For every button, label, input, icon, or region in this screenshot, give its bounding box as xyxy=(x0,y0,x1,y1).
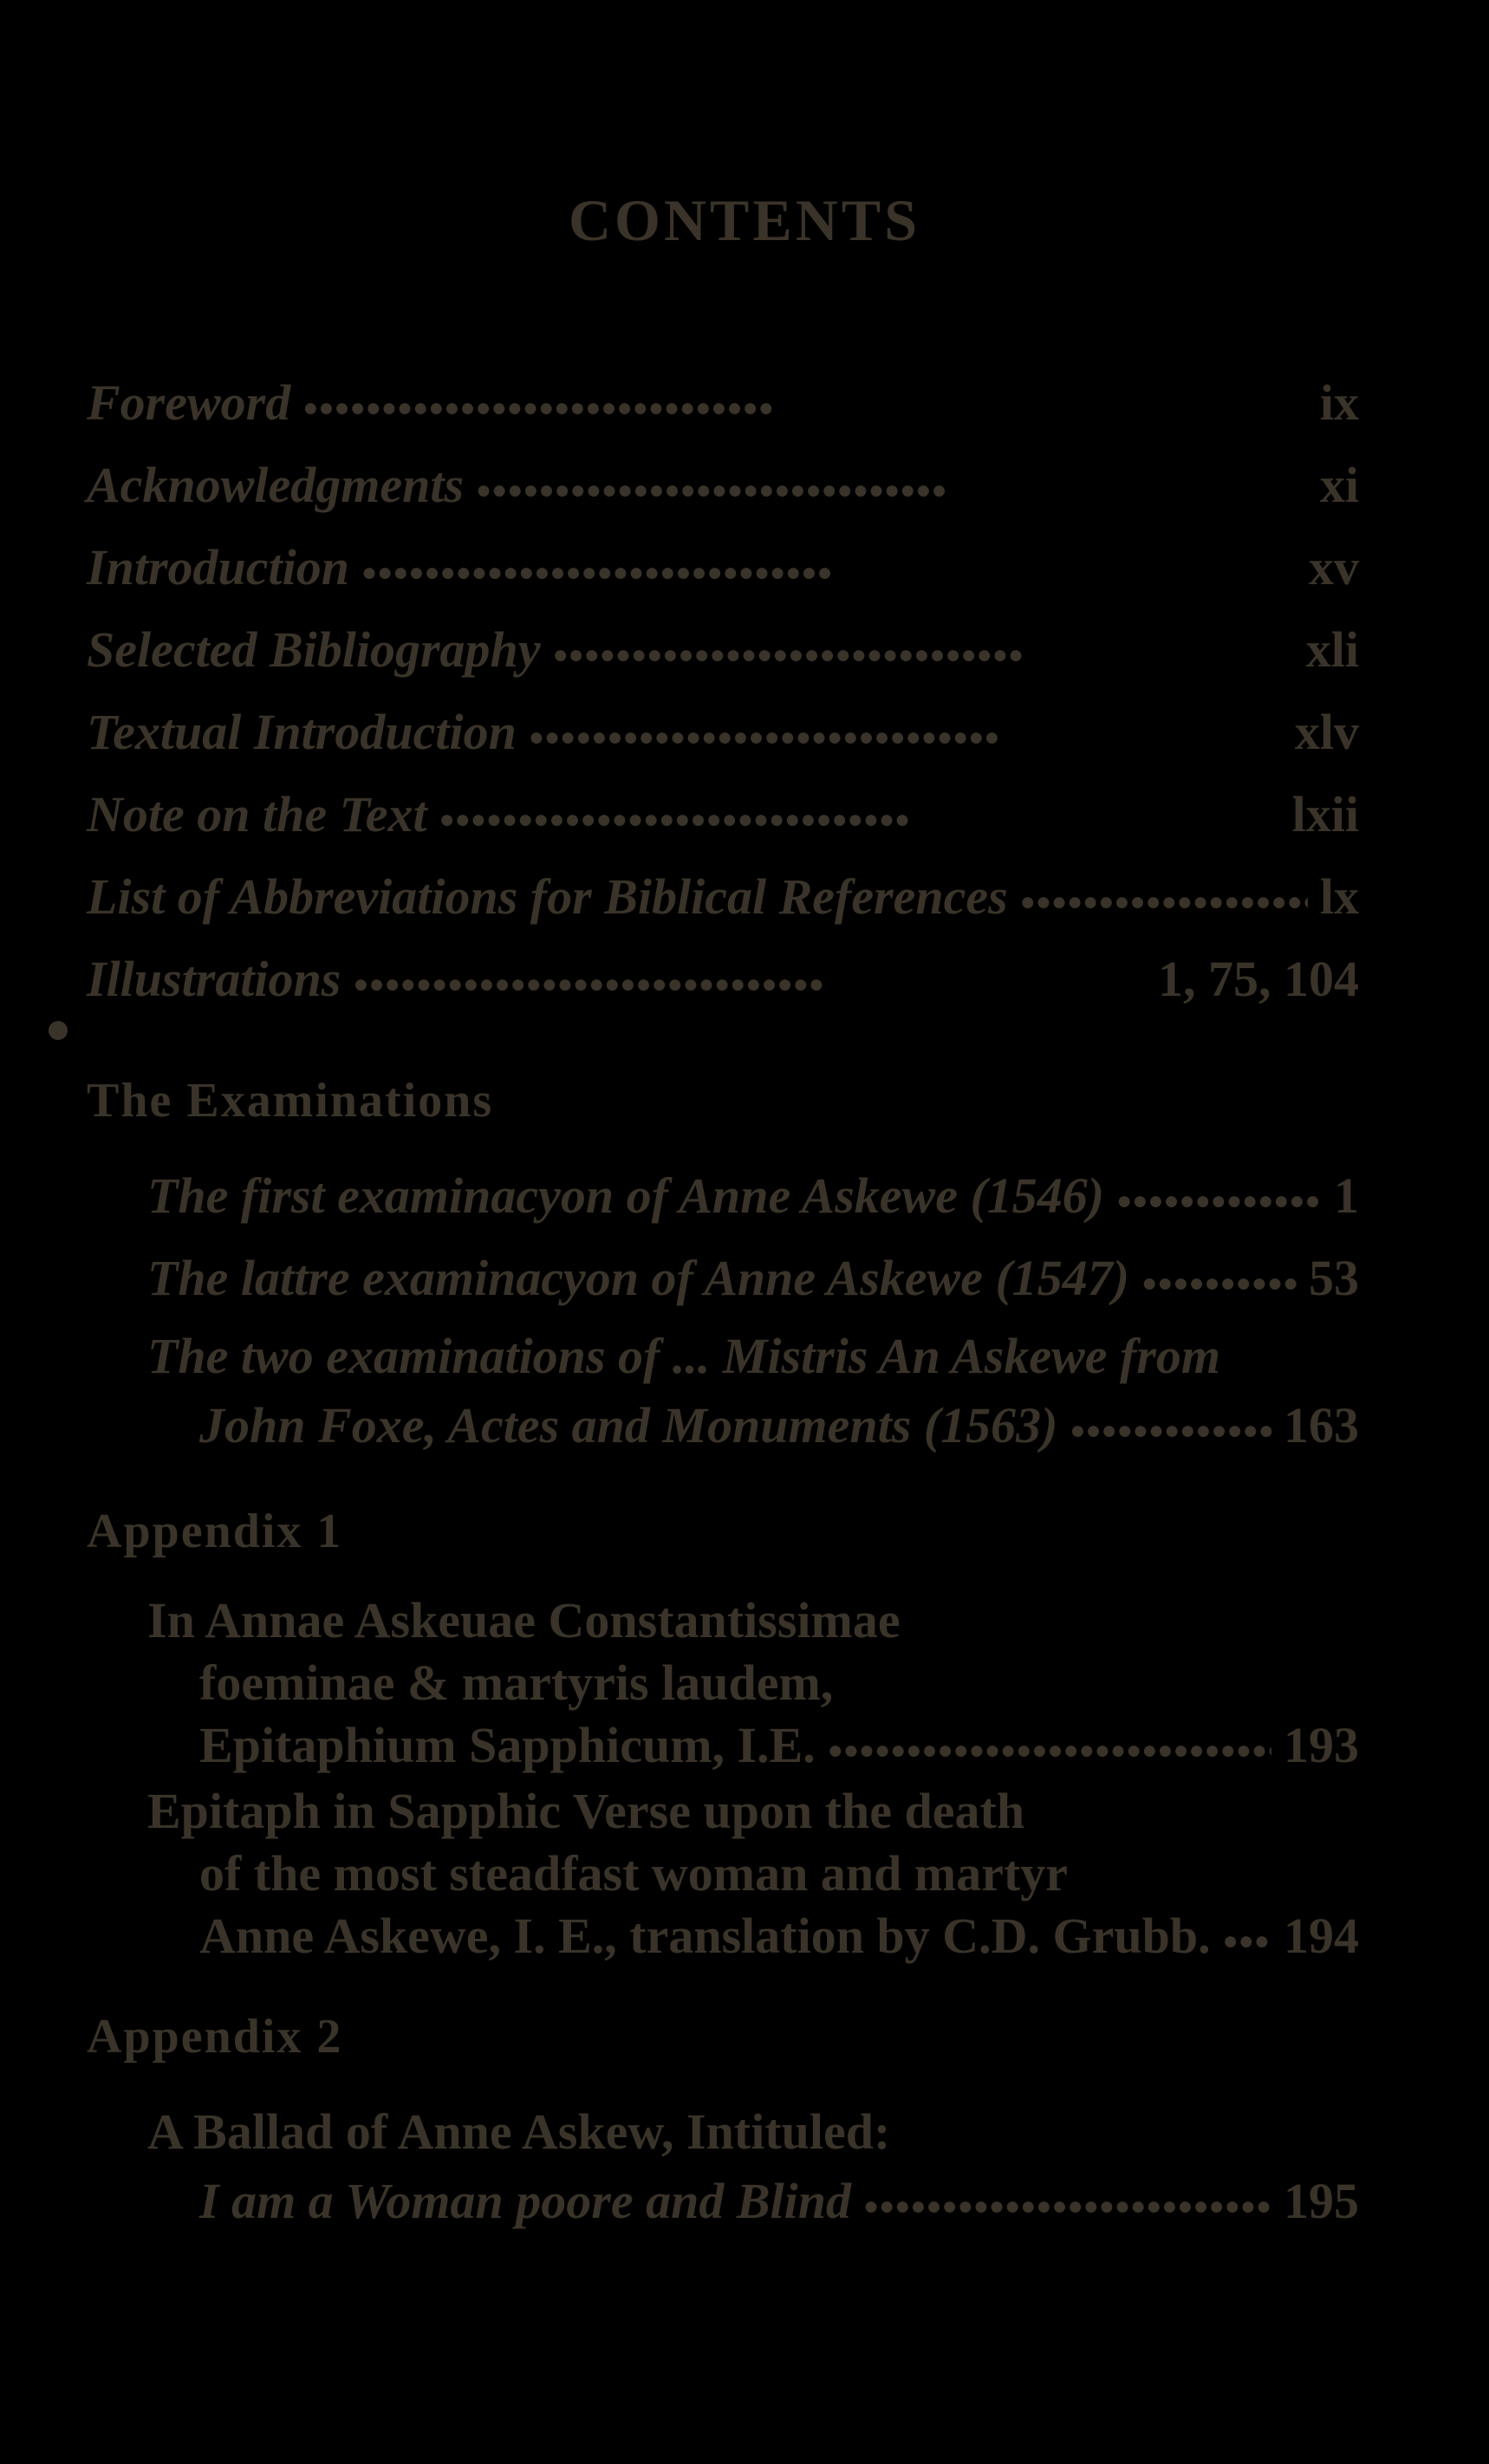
dot-leader xyxy=(1020,867,1308,933)
page-title: CONTENTS xyxy=(568,187,921,253)
toc-entry-textual-introduction[interactable] xyxy=(87,702,1359,768)
dot-leader xyxy=(476,455,1308,521)
toc-entry-label: Anne Askewe, I. E., translation by C.D. Grubb. xyxy=(199,1908,1211,1964)
toc-entry-latter-examination[interactable] xyxy=(147,1248,1359,1314)
toc-entry-foreword[interactable] xyxy=(87,373,1359,439)
toc-entry-page: 193 xyxy=(1284,1717,1359,1773)
toc-entry-line xyxy=(147,2171,1359,2237)
toc-entry-label: Textual Introduction xyxy=(87,704,517,760)
dot-leader xyxy=(302,373,1308,439)
toc-entry-line xyxy=(147,1326,1359,1387)
toc-entry-label: I am a Woman poore and Blind xyxy=(199,2173,852,2229)
toc-entry-label: of the most steadfast woman and martyr xyxy=(199,1845,1069,1902)
dot-leader xyxy=(529,702,1283,768)
toc-entry-epitaphium-latin[interactable] xyxy=(147,1590,1359,1781)
toc-entry-bibliography[interactable] xyxy=(87,620,1359,686)
toc-entry-line xyxy=(147,2102,1359,2162)
toc-entry-note-on-text[interactable] xyxy=(87,784,1359,850)
toc-entry-label: foeminae & martyris laudem, xyxy=(199,1655,834,1711)
toc-entry-label: List of Abbreviations for Biblical References xyxy=(87,868,1008,925)
section-heading-appendix-1: Appendix 1 xyxy=(87,1505,343,1558)
dot-leader xyxy=(553,620,1294,686)
toc-entry-page: 1 xyxy=(1334,1167,1359,1224)
toc-entry-epitaph-translation[interactable] xyxy=(147,1781,1359,1972)
toc-entry-label: The first examinacyon of Anne Askewe (1546) xyxy=(147,1167,1105,1224)
toc-entry-label: Introduction xyxy=(87,539,349,595)
toc-entry-label: John Foxe, Actes and Monuments (1563) xyxy=(199,1397,1058,1453)
toc-entry-acknowledgments[interactable] xyxy=(87,455,1359,521)
toc-entry-page: ix xyxy=(1319,374,1359,431)
toc-entry-label: Epitaphium Sapphicum, I.E. xyxy=(199,1717,816,1773)
toc-entry-label: Illustrations xyxy=(87,951,341,1007)
toc-entry-line xyxy=(147,1715,1359,1781)
toc-entry-label: Note on the Text xyxy=(87,786,427,842)
toc-entry-label: A Ballad of Anne Askew, Intituled: xyxy=(147,2103,891,2160)
toc-entry-label: Epitaph in Sapphic Verse upon the death xyxy=(147,1783,1025,1839)
toc-entry-line xyxy=(147,1590,1359,1651)
dot-leader xyxy=(863,2171,1271,2237)
section-heading-examinations: The Examinations xyxy=(87,1074,494,1128)
dot-leader xyxy=(1116,1166,1322,1232)
toc-entry-abbreviations[interactable] xyxy=(87,867,1359,933)
dot-leader xyxy=(353,949,1146,1015)
toc-entry-line xyxy=(147,1843,1359,1904)
toc-entry-page: 1, 75, 104 xyxy=(1158,951,1359,1007)
dot-leader xyxy=(1223,1906,1271,1972)
toc-entry-illustrations[interactable] xyxy=(87,949,1359,1015)
toc-entry-page: 53 xyxy=(1309,1250,1359,1306)
toc-entry-label: Selected Bibliography xyxy=(87,621,541,678)
toc-entry-page: 195 xyxy=(1284,2173,1359,2229)
toc-entry-line xyxy=(147,1781,1359,1842)
toc-entry-line xyxy=(147,1653,1359,1713)
toc-entry-page: xli xyxy=(1305,621,1359,678)
dot-leader xyxy=(361,537,1297,603)
dot-leader xyxy=(1141,1248,1297,1314)
toc-entry-page: xlv xyxy=(1294,704,1359,760)
stray-mark xyxy=(49,1021,68,1040)
toc-entry-line xyxy=(147,1906,1359,1972)
toc-entry-first-examination[interactable] xyxy=(147,1166,1359,1232)
toc-entry-page: 163 xyxy=(1284,1397,1359,1453)
dot-leader xyxy=(439,784,1280,850)
toc-entry-label: Foreword xyxy=(87,374,291,431)
toc-entry-label: Acknowledgments xyxy=(87,457,465,513)
toc-entry-introduction[interactable] xyxy=(87,537,1359,603)
toc-entry-page: lx xyxy=(1319,868,1359,925)
toc-entry-label: The two examinations of ... Mistris An Askewe from xyxy=(147,1328,1221,1384)
toc-entry-label: The lattre examinacyon of Anne Askewe (1547) xyxy=(147,1250,1130,1306)
section-heading-appendix-2: Appendix 2 xyxy=(87,2010,343,2064)
toc-entry-ballad[interactable] xyxy=(147,2102,1359,2237)
toc-entry-page: xi xyxy=(1319,457,1359,513)
toc-entry-line xyxy=(147,1395,1359,1461)
toc-entry-page: 194 xyxy=(1284,1908,1359,1964)
dot-leader xyxy=(1070,1395,1271,1461)
toc-entry-page: lxii xyxy=(1291,786,1359,842)
dot-leader xyxy=(828,1715,1271,1781)
toc-entry-label: In Annae Askeuae Constantissimae xyxy=(147,1592,901,1648)
toc-entry-foxe-examinations[interactable] xyxy=(147,1326,1359,1461)
toc-entry-page: xv xyxy=(1309,539,1359,595)
